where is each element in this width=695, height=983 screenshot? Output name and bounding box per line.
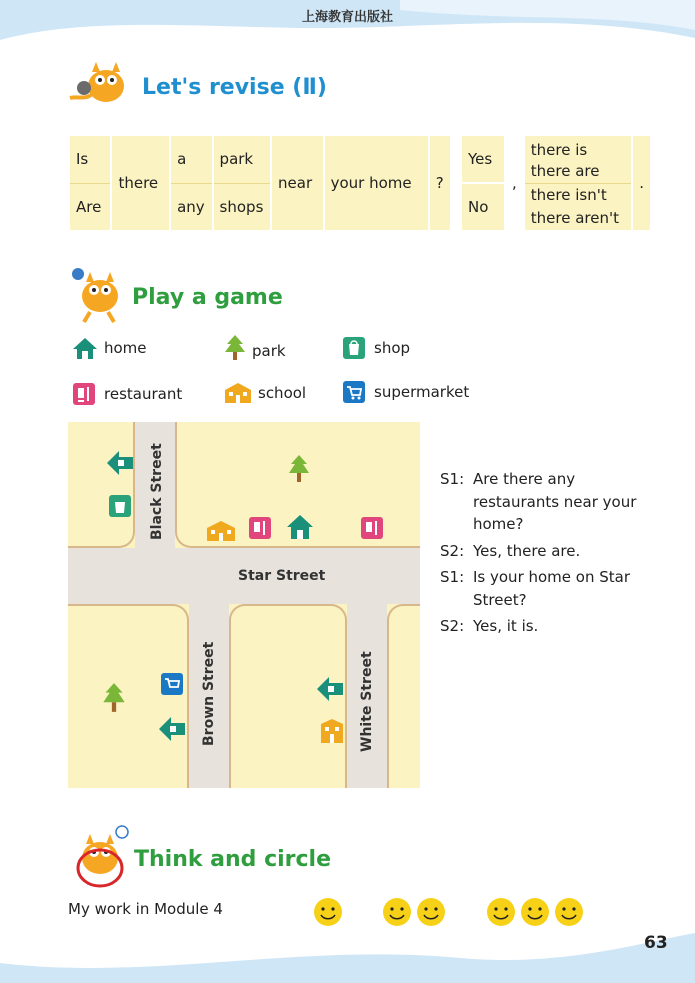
shop-icon <box>108 494 132 518</box>
table-cell-there-isnt: there isn't <box>524 183 632 206</box>
think-header <box>68 824 331 890</box>
smiley-icon[interactable] <box>520 897 550 927</box>
dialogue-line <box>440 566 660 611</box>
dialogue-line <box>440 615 660 638</box>
table-cell-no: No <box>461 183 505 230</box>
school-icon <box>224 382 252 404</box>
smiley-icon[interactable] <box>486 897 516 927</box>
table-cell-park: park <box>213 136 271 183</box>
shop-icon <box>342 336 368 360</box>
legend-school <box>224 382 306 404</box>
tree-icon <box>224 334 246 362</box>
legend-restaurant <box>72 382 182 406</box>
table-cell-are: Are <box>69 183 111 230</box>
table-cell-comma: , <box>505 136 524 230</box>
block-southeast <box>387 604 420 788</box>
dialogue-text: Yes, there are. <box>473 541 581 560</box>
cat-mascot-icon <box>68 824 130 890</box>
school-icon <box>320 718 344 744</box>
block-southwest <box>68 604 189 788</box>
table-cell-yes: Yes <box>461 136 505 183</box>
dialogue-text: Are there any restaurants near your home? <box>473 470 637 533</box>
table-cell-is: Is <box>69 136 111 183</box>
star-street-label: Star Street <box>238 568 326 584</box>
legend-shop <box>342 336 410 360</box>
legend-label-park: park <box>252 342 286 360</box>
publisher-name: 上海教育出版社 <box>301 10 393 25</box>
dialogue-text: Is your home on Star Street? <box>473 568 631 609</box>
table-cell-shops: shops <box>213 183 271 230</box>
revise-header <box>68 58 327 108</box>
smiley-icon[interactable] <box>416 897 446 927</box>
table-cell-any: any <box>170 183 212 230</box>
speaker-label: S1: <box>440 568 465 586</box>
bottom-wave-decoration <box>0 923 695 983</box>
speaker-label: S1: <box>440 470 465 488</box>
game-header <box>68 262 283 324</box>
restaurant-icon <box>360 516 384 540</box>
legend-supermarket <box>342 380 469 404</box>
table-cell-there-are: there are <box>524 159 632 183</box>
home-icon <box>158 716 186 742</box>
table-cell-your-home: your home <box>324 136 429 230</box>
restaurant-icon <box>72 382 98 406</box>
dialogue-line <box>440 468 660 536</box>
smiley-icon[interactable] <box>554 897 584 927</box>
supermarket-icon <box>160 672 184 696</box>
brown-street-label: Brown Street <box>201 641 217 746</box>
table-cell-near: near <box>271 136 324 230</box>
tree-icon <box>102 682 126 714</box>
supermarket-icon <box>342 380 368 404</box>
cat-mascot-icon <box>68 262 130 324</box>
smiley-icon[interactable] <box>313 897 343 927</box>
legend-park <box>224 334 286 362</box>
speaker-label: S2: <box>440 617 465 635</box>
table-cell-question-mark: ? <box>429 136 451 230</box>
table-cell-a: a <box>170 136 212 183</box>
legend-label-supermarket: supermarket <box>374 383 470 401</box>
street-map <box>68 422 420 788</box>
legend-home <box>72 336 147 360</box>
home-icon <box>106 450 134 476</box>
table-cell-there: there <box>111 136 170 230</box>
revise-title: Let's revise (Ⅱ) <box>142 75 327 100</box>
dialogue <box>440 468 660 638</box>
cat-mascot-icon <box>68 58 138 108</box>
legend-label-school: school <box>258 384 307 402</box>
home-icon <box>286 514 314 540</box>
table-cell-there-is: there is <box>524 136 632 159</box>
tree-icon <box>288 454 310 484</box>
speaker-label: S2: <box>440 541 465 560</box>
table-cell-period: . <box>632 136 651 230</box>
table-cell-there-arent: there aren't <box>524 206 632 230</box>
dialogue-line <box>440 540 660 563</box>
answer-table <box>460 136 652 230</box>
smiley-icon[interactable] <box>382 897 412 927</box>
restaurant-icon <box>248 516 272 540</box>
work-label: My work in Module 4 <box>68 900 223 918</box>
legend-label-home: home <box>104 339 147 357</box>
school-icon <box>206 520 236 542</box>
game-title: Play a game <box>132 285 283 310</box>
revise-table <box>68 136 452 230</box>
page-number: 63 <box>644 933 668 953</box>
legend-label-restaurant: restaurant <box>104 385 183 403</box>
home-icon <box>72 336 98 360</box>
think-title: Think and circle <box>134 847 332 872</box>
black-street-label: Black Street <box>149 443 165 540</box>
white-street-label: White Street <box>359 651 375 752</box>
legend-label-shop: shop <box>374 339 411 357</box>
block-northwest <box>68 422 135 548</box>
home-icon <box>316 676 344 702</box>
dialogue-text: Yes, it is. <box>473 617 539 635</box>
